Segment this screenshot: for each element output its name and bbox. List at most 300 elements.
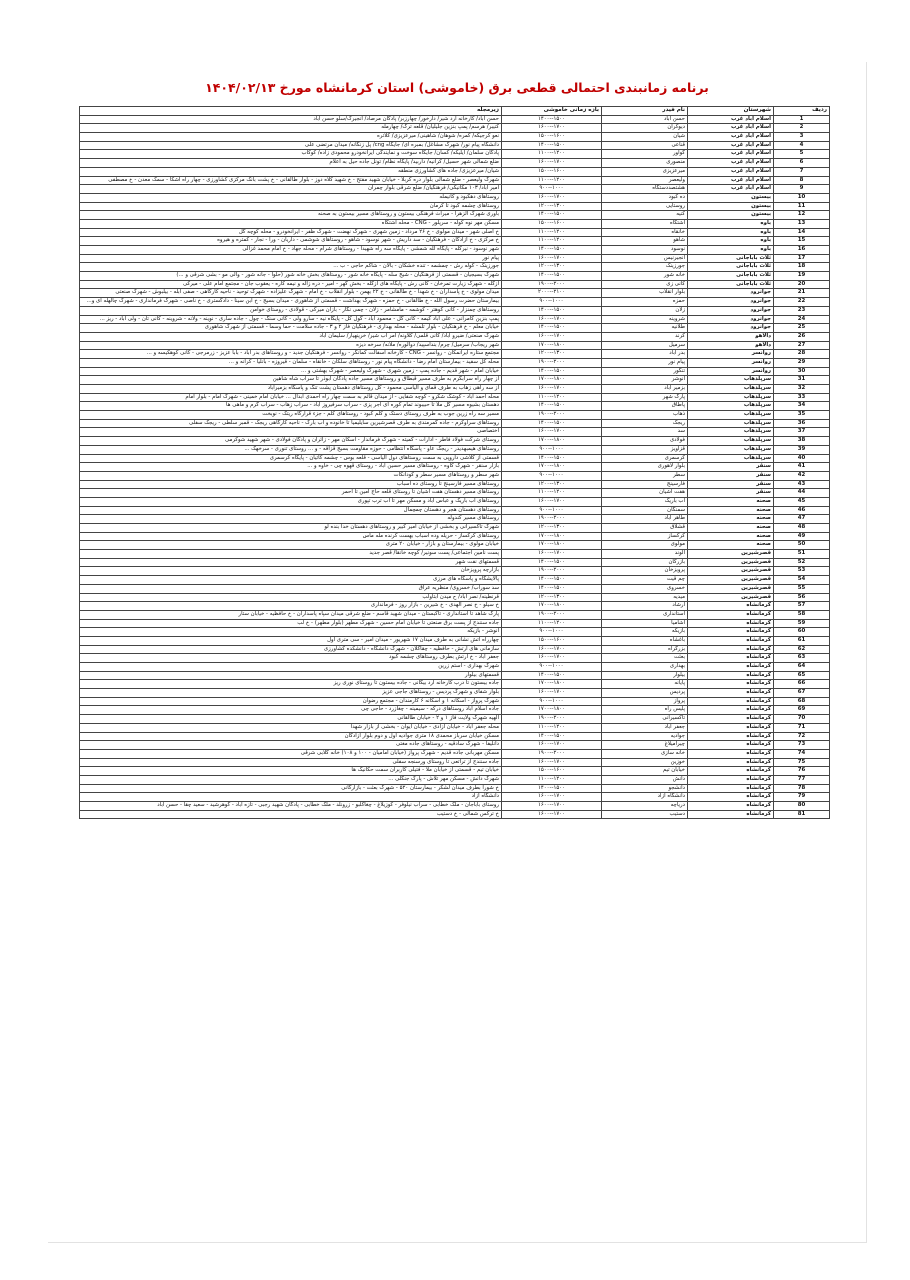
cell-row-number: 12 bbox=[774, 211, 830, 220]
cell-feeder: بدر آباد bbox=[602, 350, 688, 359]
table-row bbox=[80, 749, 830, 758]
cell-time: ۱۶۰۰--۱۷۰۰ bbox=[502, 159, 602, 168]
table-row bbox=[80, 671, 830, 680]
cell-feeder: خانقاه bbox=[602, 228, 688, 237]
cell-row-number: 25 bbox=[774, 324, 830, 333]
cell-feeder: بعثت bbox=[602, 654, 688, 663]
cell-area: مسکن خیابان سرباز محمدی ۱۸ متری جوادیه اول و دوم بلوار آزادگان bbox=[80, 732, 502, 741]
cell-city: اسلام آباد غرب bbox=[688, 141, 774, 150]
cell-row-number: 26 bbox=[774, 332, 830, 341]
cell-area: سازمانی های ارتش - حافظیه - چقاکلان - شهرک دانشگاه - دانشکده کشاورزی bbox=[80, 645, 502, 654]
cell-row-number: 70 bbox=[774, 715, 830, 724]
cell-city: صحنه bbox=[688, 497, 774, 506]
cell-feeder: کرکساز bbox=[602, 532, 688, 541]
table-row bbox=[80, 419, 830, 428]
cell-area: جاده سنندج از پست برق صنعتی تا خیابان امام حسین - شهرک مطهر (بلوار مطهر) - خ لب bbox=[80, 619, 502, 628]
cell-time: ۱۶۰۰--۱۷۰۰ bbox=[502, 193, 602, 202]
cell-feeder: ولیعصر bbox=[602, 176, 688, 185]
table-row bbox=[80, 437, 830, 446]
cell-city: کرمانشاه bbox=[688, 749, 774, 758]
table-row bbox=[80, 567, 830, 576]
cell-area: محله کل سفید - بیمارستان امام رضا - دانشگاه پیام نور - روستاهای سلکان - خانقاه - سلمان - قیروزه - بانلیا - کرانه و ... bbox=[80, 358, 502, 367]
cell-city: کرمانشاه bbox=[688, 793, 774, 802]
cell-time: ۱۲۰۰--۱۳۰۰ bbox=[502, 350, 602, 359]
cell-time: ۱۶۰۰--۱۷۰۰ bbox=[502, 550, 602, 559]
cell-row-number: 15 bbox=[774, 237, 830, 246]
cell-feeder: جوادیه bbox=[602, 732, 688, 741]
cell-area: خیابان مولوی - بیمارستان و بازار - خیابان ۲۰ متری bbox=[80, 541, 502, 550]
cell-city: بیستون bbox=[688, 211, 774, 220]
cell-city: باوه bbox=[688, 237, 774, 246]
cell-area: محله احمد آباد - کوشک شکرو - کوچه شفایی - از میدان قائم به سمت چهار راه احمدی ابدال ... خیابان امام خمینی - شهرک امام - بلوار امام bbox=[80, 393, 502, 402]
cell-city: کرمانشاه bbox=[688, 732, 774, 741]
table-row bbox=[80, 697, 830, 706]
cell-time: ۱۹۰۰--۲۰۰۰ bbox=[502, 515, 602, 524]
cell-time: ۱۲۰۰--۱۳۰۰ bbox=[502, 480, 602, 489]
cell-city: سرپلذهاب bbox=[688, 454, 774, 463]
cell-city: اسلام آباد غرب bbox=[688, 167, 774, 176]
cell-time: ۹۰۰--۱۰۰۰ bbox=[502, 298, 602, 307]
cell-time: ۱۶۰۰--۱۷۰۰ bbox=[502, 741, 602, 750]
cell-row-number: 34 bbox=[774, 402, 830, 411]
cell-time: ۱۴۰۰--۱۵۰۰ bbox=[502, 558, 602, 567]
cell-feeder: خیابان تیم bbox=[602, 767, 688, 776]
cell-area: جاده سنندج از تراتعی تا روستای ورسنجه سفلی bbox=[80, 758, 502, 767]
cell-city: کرمانشاه bbox=[688, 697, 774, 706]
cell-city: صحنه bbox=[688, 515, 774, 524]
cell-feeder: کرند bbox=[602, 332, 688, 341]
cell-area: شهرک بهداری - آستم زرین bbox=[80, 663, 502, 672]
table-row bbox=[80, 680, 830, 689]
table-row bbox=[80, 689, 830, 698]
table-row bbox=[80, 411, 830, 420]
table-row bbox=[80, 723, 830, 732]
cell-city: اسلام آباد غرب bbox=[688, 115, 774, 124]
cell-feeder: جعفر آباد bbox=[602, 723, 688, 732]
cell-area: دانشگاه آزاد bbox=[80, 793, 502, 802]
cell-city: اسلام آباد غرب bbox=[688, 124, 774, 133]
table-row bbox=[80, 628, 830, 637]
cell-row-number: 13 bbox=[774, 219, 830, 228]
cell-feeder: شاهو bbox=[602, 237, 688, 246]
cell-row-number: 22 bbox=[774, 298, 830, 307]
cell-feeder: پلیس راه bbox=[602, 706, 688, 715]
cell-row-number: 20 bbox=[774, 280, 830, 289]
cell-city: کرمانشاه bbox=[688, 723, 774, 732]
cell-row-number: 52 bbox=[774, 558, 830, 567]
cell-time: ۹۰۰--۱۰۰۰ bbox=[502, 506, 602, 515]
table-row bbox=[80, 246, 830, 255]
cell-row-number: 19 bbox=[774, 272, 830, 281]
cell-row-number: 66 bbox=[774, 680, 830, 689]
cell-feeder: بازیکه bbox=[602, 628, 688, 637]
table-row bbox=[80, 315, 830, 324]
cell-feeder: انوشر bbox=[602, 376, 688, 385]
cell-time: ۱۹۰۰--۲۰۰۰ bbox=[502, 610, 602, 619]
cell-city: باوه bbox=[688, 228, 774, 237]
cell-area: شهرک بسیجیان - قسمتی از فرهنگیان - شیخ سله - پایگاه خانه شور - روستاهای بخش خانه شور (حلوا - جانه شور - والی مو - بشی شرقی و ...) bbox=[80, 272, 502, 281]
cell-feeder: خانه شور bbox=[602, 272, 688, 281]
cell-area: روستاهای دهکبود و کانیمله bbox=[80, 193, 502, 202]
cell-time: ۱۶۰۰--۱۷۰۰ bbox=[502, 689, 602, 698]
cell-feeder: تاکسیرانی bbox=[602, 715, 688, 724]
header-area: زیرمجله bbox=[80, 107, 502, 116]
cell-area: دانلیفا - شهرک سادقیه - روستاهای جاده مغتی bbox=[80, 741, 502, 750]
cell-city: ثلاث باباجانی bbox=[688, 280, 774, 289]
cell-row-number: 5 bbox=[774, 150, 830, 159]
cell-feeder: هشتصددستگاه bbox=[602, 185, 688, 194]
cell-city: دالاهو bbox=[688, 341, 774, 350]
cell-feeder: آشتگاه bbox=[602, 219, 688, 228]
cell-area: خ اصلی شهر - میدان مولوی - خ ۲۶ مرداد - زمین شهری - شهرک نهضت - شهرک ظفر - ایرانخودرو - محله کوچه گل bbox=[80, 228, 502, 237]
cell-area: محله جعفر آباد - خیابان آزادی - خیابان ایوان - بخشی از بازار شهدا bbox=[80, 723, 502, 732]
cell-area: قسمتهای نفت شهر bbox=[80, 558, 502, 567]
table-row bbox=[80, 593, 830, 602]
cell-area: شهرک تاکسیرانی و بخشی از خیابان امیر کبیر و روستاهای دهستان خدا بنده لو bbox=[80, 524, 502, 533]
cell-area: بیمارستان حضرت رسول الله - خ طالقانی - خ حمزه - شهرک بهداشت - قسمتی از شاهوری - میدان بسیج - خ ابن سینا - دادگستری - خ ناصی - شهرک فرمانداری - شهرک چالهله ای و... bbox=[80, 298, 502, 307]
table-row bbox=[80, 793, 830, 802]
cell-area: پیام نور bbox=[80, 254, 502, 263]
cell-city: روانسر bbox=[688, 358, 774, 367]
cell-row-number: 16 bbox=[774, 246, 830, 255]
table-row bbox=[80, 358, 830, 367]
cell-feeder: طلانیه bbox=[602, 324, 688, 333]
table-row bbox=[80, 393, 830, 402]
cell-row-number: 73 bbox=[774, 741, 830, 750]
cell-feeder: خوزین bbox=[602, 758, 688, 767]
cell-area: مجتمع ستاره ایرانمکان - روانسر - CNG - کارخانه آسفالت کمانگر - روانسر - فرهنگیان جدید - و روستاهای بدر آباد - بابا عزیز - زرمرجی - کانی کوهکیسه و ... bbox=[80, 350, 502, 359]
cell-time: ۱۴۰۰--۱۵۰۰ bbox=[502, 419, 602, 428]
cell-feeder: کنیه bbox=[602, 211, 688, 220]
cell-feeder: شروینه bbox=[602, 315, 688, 324]
cell-time: ۱۹۰۰--۲۰۰۰ bbox=[502, 749, 602, 758]
cell-time: ۱۵۰۰--۱۶۰۰ bbox=[502, 133, 602, 142]
cell-time: ۱۹۰۰--۲۰۰۰ bbox=[502, 411, 602, 420]
cell-time: ۱۵۰۰--۱۶۰۰ bbox=[502, 636, 602, 645]
cell-feeder: هفت آشیان bbox=[602, 489, 688, 498]
cell-area: روستاهای چشمه کبود تا کرمان bbox=[80, 202, 502, 211]
cell-city: کرمانشاه bbox=[688, 767, 774, 776]
cell-area: شهرک صنعتی/ ضیرو آباد/ کانی قلمی/ کلاونه/ امر آب شیر/ خرینهیار/ سلیمان آباد bbox=[80, 332, 502, 341]
cell-area: خ مرکزی - خ آزادگان - فرهنگیان - سد داریش - شهر نوسود - شاهو - روستاهای شوشمی - داریان - ورا - نجار - کمتره و هیروه bbox=[80, 237, 502, 246]
table-row bbox=[80, 298, 830, 307]
cell-row-number: 55 bbox=[774, 584, 830, 593]
table-row bbox=[80, 350, 830, 359]
table-row bbox=[80, 454, 830, 463]
cell-area: شهرک دانش - مسکن مهر تلاش - پارک جنگلی ... bbox=[80, 775, 502, 784]
cell-feeder: بیلوار bbox=[602, 671, 688, 680]
cell-area: ضلع شمالی شهر حسیل/ کرانیه/ داربید/ پایگاه نظام/ تونل جاده حیل به اعلام bbox=[80, 159, 502, 168]
cell-row-number: 43 bbox=[774, 480, 830, 489]
table-row bbox=[80, 715, 830, 724]
cell-row-number: 38 bbox=[774, 437, 830, 446]
cell-feeder: پیام نور bbox=[602, 358, 688, 367]
cell-city: صحنه bbox=[688, 524, 774, 533]
cell-city: سنقر bbox=[688, 463, 774, 472]
cell-feeder: گواور bbox=[602, 150, 688, 159]
cell-city: کرمانشاه bbox=[688, 689, 774, 698]
cell-city: جوانرود bbox=[688, 298, 774, 307]
cell-city: سرپلذهاب bbox=[688, 437, 774, 446]
cell-feeder: آب باریک bbox=[602, 497, 688, 506]
table-row bbox=[80, 610, 830, 619]
cell-feeder: چم قیت bbox=[602, 576, 688, 585]
cell-row-number: 60 bbox=[774, 628, 830, 637]
table-row bbox=[80, 306, 830, 315]
cell-city: دالاهو bbox=[688, 332, 774, 341]
cell-area: روستای شرکت فولاد فاطر - ادارات - کمیته - شهرک فرماندار - اسکان مهر - زائران و پادگان فولادی - شهر شهید شوکرمی bbox=[80, 437, 502, 446]
cell-time: ۱۴۰۰--۱۵۰۰ bbox=[502, 306, 602, 315]
cell-time: ۱۴۰۰--۱۵۰۰ bbox=[502, 272, 602, 281]
table-row bbox=[80, 133, 830, 142]
cell-feeder: چیرامیلاغ bbox=[602, 741, 688, 750]
cell-row-number: 1 bbox=[774, 115, 830, 124]
cell-time: ۱۴۰۰--۱۵۰۰ bbox=[502, 367, 602, 376]
table-row bbox=[80, 428, 830, 437]
cell-area: خیابان امام - شهر قدیم - جاده پمپ - زمین شهری - شهرک ولیعصر - شهرک بهشتی و ... bbox=[80, 367, 502, 376]
cell-feeder: پاطاق bbox=[602, 402, 688, 411]
cell-row-number: 17 bbox=[774, 254, 830, 263]
cell-area: میدان مولوی - خ پاسداران - خ شهدا - خ طالقانی - خ ۲۲ بهمن - بلوار انقلاب - خ امام - شهرک علیزاده - شهرک توحید - ناحیه کارگاهی - صفی ابله - بیلبوش - شهرک صنعتی bbox=[80, 289, 502, 298]
table-row bbox=[80, 211, 830, 220]
cell-feeder: باغشاه bbox=[602, 636, 688, 645]
cell-feeder: بلوار لاهوری bbox=[602, 463, 688, 472]
cell-time: ۱۷۰۰--۱۸۰۰ bbox=[502, 680, 602, 689]
table-body bbox=[80, 115, 830, 819]
cell-area: شیان/ میرعزیزی/ جاده های کشاورزی منطقه bbox=[80, 167, 502, 176]
cell-time: ۱۱۰۰--۱۲۰۰ bbox=[502, 228, 602, 237]
cell-feeder: دانش bbox=[602, 775, 688, 784]
cell-row-number: 65 bbox=[774, 671, 830, 680]
cell-time: ۱۴۰۰--۱۵۰۰ bbox=[502, 402, 602, 411]
cell-area: پمپ بنزین کامرانی - علی آباد کیمه - کانی گل - محمود آباد - گول کل - پایگاه نیه - سارو ولی - کانی سنگ - چول - جاده ساری - نوینه - ولانه - شروینه - کانی تان - ولی آباد - ریز ... bbox=[80, 315, 502, 324]
cell-row-number: 41 bbox=[774, 463, 830, 472]
cell-city: کرمانشاه bbox=[688, 784, 774, 793]
table-row bbox=[80, 506, 830, 515]
cell-row-number: 63 bbox=[774, 654, 830, 663]
cell-time: ۱۹۰۰--۲۰۰۰ bbox=[502, 280, 602, 289]
cell-time: ۹۰۰--۱۰۰۰ bbox=[502, 185, 602, 194]
cell-feeder: دانشگاه آزاد bbox=[602, 793, 688, 802]
cell-row-number: 50 bbox=[774, 541, 830, 550]
header-time: بازه زمانی خاموشی bbox=[502, 107, 602, 116]
cell-city: کرمانشاه bbox=[688, 610, 774, 619]
table-row bbox=[80, 332, 830, 341]
table-row bbox=[80, 376, 830, 385]
table-row bbox=[80, 532, 830, 541]
cell-area: انوشر - بازیکه bbox=[80, 628, 502, 637]
cell-row-number: 59 bbox=[774, 619, 830, 628]
cell-feeder: سطر bbox=[602, 471, 688, 480]
cell-row-number: 2 bbox=[774, 124, 830, 133]
cell-city: باوه bbox=[688, 246, 774, 255]
cell-row-number: 11 bbox=[774, 202, 830, 211]
cell-city: باوه bbox=[688, 219, 774, 228]
table-row bbox=[80, 602, 830, 611]
cell-feeder: جورزینک bbox=[602, 263, 688, 272]
cell-area: جاده بیستون تا درب کارخانه آرد بیگانی - جاده بیستون تا روستای نوری ریز bbox=[80, 680, 502, 689]
cell-feeder: بازرگان bbox=[602, 558, 688, 567]
cell-time: ۲۰۰۰--۲۱۰۰ bbox=[502, 289, 602, 298]
cell-row-number: 28 bbox=[774, 350, 830, 359]
table-row bbox=[80, 619, 830, 628]
cell-city: سرپلذهاب bbox=[688, 428, 774, 437]
cell-feeder: پرواز bbox=[602, 697, 688, 706]
cell-time: ۱۷۰۰--۱۸۰۰ bbox=[502, 341, 602, 350]
cell-time: ۱۱۰۰--۱۲۰۰ bbox=[502, 176, 602, 185]
table-row bbox=[80, 402, 830, 411]
cell-area: روستاهای چمنزار - کانی کوهتر - کوشمه - مامشامر - زلان - چمی نگار - بازان میرکی - قولادی - روستای خوامن bbox=[80, 306, 502, 315]
cell-area: قرنطینه/ نصر آباد/ ح میدن آبتاولب bbox=[80, 593, 502, 602]
cell-feeder: فارسینج bbox=[602, 480, 688, 489]
cell-row-number: 46 bbox=[774, 506, 830, 515]
document-sheet bbox=[48, 62, 867, 1243]
cell-city: کرمانشاه bbox=[688, 741, 774, 750]
cell-city: اسلام آباد غرب bbox=[688, 176, 774, 185]
cell-feeder: زلان bbox=[602, 306, 688, 315]
cell-row-number: 56 bbox=[774, 593, 830, 602]
table-row bbox=[80, 541, 830, 550]
table-row bbox=[80, 124, 830, 133]
cell-time: ۱۱۰۰--۱۲۰۰ bbox=[502, 775, 602, 784]
cell-row-number: 27 bbox=[774, 341, 830, 350]
cell-feeder: روستایی bbox=[602, 202, 688, 211]
cell-time: ۱۴۰۰--۱۵۰۰ bbox=[502, 141, 602, 150]
cell-feeder: سمنگان bbox=[602, 506, 688, 515]
cell-row-number: 53 bbox=[774, 567, 830, 576]
cell-row-number: 75 bbox=[774, 758, 830, 767]
cell-row-number: 72 bbox=[774, 732, 830, 741]
table-row bbox=[80, 280, 830, 289]
table-row bbox=[80, 219, 830, 228]
cell-city: سرپلذهاب bbox=[688, 411, 774, 420]
cell-city: ثلاث باباجانی bbox=[688, 263, 774, 272]
table-row bbox=[80, 324, 830, 333]
cell-area: نعو کرجیکه/ کمره/ شوهان/ شاهینی/ میرعزیزی/ کلاتره bbox=[80, 133, 502, 142]
cell-feeder: الوند bbox=[602, 550, 688, 559]
cell-city: کرمانشاه bbox=[688, 775, 774, 784]
cell-area: باوری شهرک الزهرا - میراث فرهنگی بیستون و روستاهای مسیر بیستون به صحنه bbox=[80, 211, 502, 220]
cell-area: روستاهای کرکساز - حریله وده اسباب بهست کرنده مله ماس bbox=[80, 532, 502, 541]
cell-row-number: 39 bbox=[774, 445, 830, 454]
cell-time: ۱۶۰۰--۱۷۰۰ bbox=[502, 758, 602, 767]
cell-feeder: منصوری bbox=[602, 159, 688, 168]
cell-feeder: طاهر آباد bbox=[602, 515, 688, 524]
cell-time: ۱۶۰۰--۱۷۰۰ bbox=[502, 124, 602, 133]
cell-city: کرمانشاه bbox=[688, 680, 774, 689]
cell-time: ۹۰۰--۱۰۰۰ bbox=[502, 471, 602, 480]
cell-row-number: 24 bbox=[774, 315, 830, 324]
cell-time: ۱۴۰۰--۱۵۰۰ bbox=[502, 584, 602, 593]
cell-time: ۱۷۰۰--۱۸۰۰ bbox=[502, 463, 602, 472]
cell-time: ۱۶۰۰--۱۷۰۰ bbox=[502, 654, 602, 663]
cell-area: از سه راهی زهاب به طرف قمای و الیاسی محمود - کل روستاهای دهستان پشت تنگ و پاسگاه بزمیرآباد bbox=[80, 385, 502, 394]
table-row bbox=[80, 489, 830, 498]
cell-city: سرپلذهاب bbox=[688, 385, 774, 394]
cell-area: روستاهای سراوکرم - جاده گمرمندی به طرف قصرشیرین سایلیمیا تا خانوده و آب بارک - ناحیه کارگاهی ریجک - قمبر سلطی - ریجک سفلی bbox=[80, 419, 502, 428]
table-row bbox=[80, 150, 830, 159]
cell-feeder: خانه سازی bbox=[602, 749, 688, 758]
cell-time: ۱۶۰۰--۱۷۰۰ bbox=[502, 428, 602, 437]
header-feeder: نام فیدر bbox=[602, 107, 688, 116]
cell-time: ۱۶۰۰--۱۷۰۰ bbox=[502, 385, 602, 394]
cell-time: ۱۲۰۰--۱۳۰۰ bbox=[502, 202, 602, 211]
table-row bbox=[80, 767, 830, 776]
cell-row-number: 37 bbox=[774, 428, 830, 437]
table-row bbox=[80, 254, 830, 263]
cell-city: قصرشیرین bbox=[688, 584, 774, 593]
page-title: برنامه زمانبندی احتمالی قطعی برق (خاموشی) استان کرمانشاه مورخ ۱۴۰۴/۰۲/۱۳ bbox=[205, 80, 709, 95]
cell-city: ثلاث باباجانی bbox=[688, 254, 774, 263]
cell-area: شهر ریجاب/ سرمیل/ چرم/ بنداسپید/ دوالوره/ ملانه/ سرخه دیزه bbox=[80, 341, 502, 350]
cell-area: خیابان تیم - قسمتی از خیابان ملا - فتیلی کاربران سمت حکانیک ها bbox=[80, 767, 502, 776]
cell-feeder: نوسود bbox=[602, 246, 688, 255]
cell-feeder: دیوکران bbox=[602, 124, 688, 133]
cell-row-number: 32 bbox=[774, 385, 830, 394]
cell-time: ۱۱۰۰--۱۲۰۰ bbox=[502, 619, 602, 628]
cell-row-number: 36 bbox=[774, 419, 830, 428]
cell-row-number: 31 bbox=[774, 376, 830, 385]
cell-feeder: میرعزیزی bbox=[602, 167, 688, 176]
cell-row-number: 35 bbox=[774, 411, 830, 420]
cell-row-number: 45 bbox=[774, 497, 830, 506]
cell-area: پادگان سلمان/ ایلیکه/ کسان/ جایگاه سوخت و نمایندگی ایرانخودرو محمودی زاده/ کوکاب bbox=[80, 150, 502, 159]
cell-city: کرمانشاه bbox=[688, 671, 774, 680]
cell-time: ۱۴۰۰--۱۵۰۰ bbox=[502, 671, 602, 680]
cell-time: ۱۴۰۰--۱۵۰۰ bbox=[502, 115, 602, 124]
cell-city: صحنه bbox=[688, 506, 774, 515]
cell-area: قسمتی از کلاشی داروپی به سمت روستاهای دول الیاسی - قلعه بوس - چشمه کاتیان - پایگاه کرسمری bbox=[80, 454, 502, 463]
cell-time: ۱۴۰۰--۱۵۰۰ bbox=[502, 211, 602, 220]
table-row bbox=[80, 272, 830, 281]
cell-city: صحنه bbox=[688, 541, 774, 550]
cell-row-number: 6 bbox=[774, 159, 830, 168]
table-row bbox=[80, 237, 830, 246]
cell-row-number: 68 bbox=[774, 697, 830, 706]
cell-city: سرپلذهاب bbox=[688, 402, 774, 411]
cell-time: ۱۴۰۰--۱۵۰۰ bbox=[502, 732, 602, 741]
cell-row-number: 44 bbox=[774, 489, 830, 498]
cell-feeder: مولوی bbox=[602, 541, 688, 550]
cell-row-number: 3 bbox=[774, 133, 830, 142]
cell-city: اسلام آباد غرب bbox=[688, 150, 774, 159]
cell-feeder: حمزه bbox=[602, 298, 688, 307]
cell-time: ۱۵۰۰--۱۶۰۰ bbox=[502, 767, 602, 776]
cell-feeder: قشلاق bbox=[602, 524, 688, 533]
cell-city: کرمانشاه bbox=[688, 802, 774, 811]
cell-feeder: ریجک bbox=[602, 419, 688, 428]
cell-row-number: 58 bbox=[774, 610, 830, 619]
table-row bbox=[80, 471, 830, 480]
cell-area: روستاهای مسیر دهستان هفت اشیان تا روستای قلعه حاج امین تا احمر bbox=[80, 489, 502, 498]
cell-time: ۱۶۰۰--۱۷۰۰ bbox=[502, 497, 602, 506]
cell-time: ۱۱۰۰--۱۲۰۰ bbox=[502, 489, 602, 498]
cell-row-number: 18 bbox=[774, 263, 830, 272]
cell-time: ۹۰۰--۱۰۰۰ bbox=[502, 628, 602, 637]
schedule-table bbox=[79, 106, 830, 819]
cell-time: ۱۷۰۰--۱۸۰۰ bbox=[502, 532, 602, 541]
cell-row-number: 4 bbox=[774, 141, 830, 150]
cell-city: کرمانشاه bbox=[688, 663, 774, 672]
cell-area: دهستان بشیوه مسیر گل ملا تا حبیبوند تمام کوره ای آجر پزی - سراب سرفیروز آباد - سراب زهاب - سراب گرم و ماهی ها bbox=[80, 402, 502, 411]
cell-time: ۱۶۰۰--۱۷۰۰ bbox=[502, 645, 602, 654]
cell-row-number: 23 bbox=[774, 306, 830, 315]
cell-city: سرپلذهاب bbox=[688, 445, 774, 454]
cell-feeder: میدیه bbox=[602, 593, 688, 602]
cell-city: سنقر bbox=[688, 480, 774, 489]
cell-area: از چهار راه سرابگرم به طرف مسیر قبطاق و روستاهای مسیر جاده پادگان ابوذر تا سراب شاه شاهین bbox=[80, 376, 502, 385]
cell-feeder: ذهاب bbox=[602, 411, 688, 420]
